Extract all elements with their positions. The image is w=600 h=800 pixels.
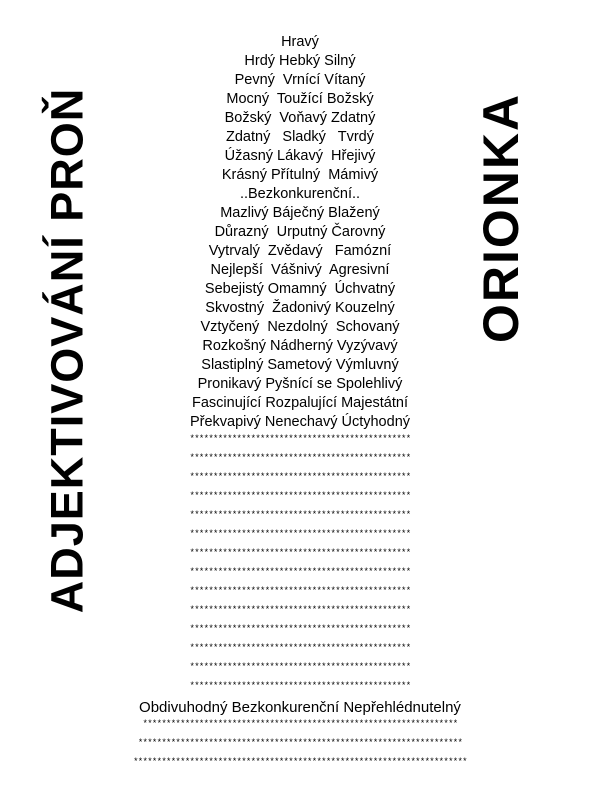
- star-row: ***********************************************: [189, 643, 411, 653]
- left-vertical-title: [41, 30, 93, 670]
- poem-line: Úžasný Lákavý Hřejivý: [224, 148, 376, 164]
- star-row: ***********************************************: [189, 434, 411, 444]
- poem-line: Sebejistý Omamný Úchvatný: [204, 281, 396, 297]
- star-row: ***********************************************: [189, 472, 411, 482]
- star-row: ***********************************************: [189, 491, 411, 501]
- poem-line: Rozkošný Nádherný Vyzývavý: [202, 338, 398, 354]
- poem-line: Pronikavý Pyšnící se Spolehlivý: [197, 376, 403, 392]
- poem-line: Vytrvalý Zvědavý Famózní: [208, 243, 392, 259]
- poem-line: Překvapivý Nenechavý Úctyhodný: [189, 414, 411, 430]
- bottom-star-row: ***********************************************************************: [133, 757, 467, 767]
- adjective-poem: [130, 33, 470, 432]
- star-row: ***********************************************: [189, 586, 411, 596]
- poem-line: Mazlivý Báječný Blažený: [220, 205, 380, 221]
- poem-line: Důrazný Urputný Čarovný: [214, 224, 386, 240]
- poem-line: Hravý: [281, 34, 319, 50]
- bottom-star-rows: [40, 715, 560, 772]
- star-row: ***********************************************: [189, 681, 411, 691]
- poem-line: Fascinující Rozpalující Majestátní: [192, 395, 408, 411]
- star-column: [100, 430, 500, 696]
- right-title-text: ORIONKA: [473, 92, 530, 343]
- poem-line: Hrdý Hebký Silný: [244, 53, 356, 69]
- poem-line: Skvostný Žadonivý Kouzelný: [205, 300, 395, 316]
- star-row: ***********************************************: [189, 510, 411, 520]
- star-row: ***********************************************: [189, 662, 411, 672]
- poem-line: Božský Voňavý Zdatný: [224, 110, 376, 126]
- left-title-text: ADJEKTIVOVÁNÍ PROŇ: [41, 87, 93, 613]
- poem-line: Nejlepší Vášnivý Agresivní: [210, 262, 390, 278]
- footer-adjectives: Obdivuhodný Bezkonkurenční Nepřehlédnutelný: [139, 699, 461, 716]
- poem-line: Vztyčený Nezdolný Schovaný: [200, 319, 400, 335]
- star-row: ***********************************************: [189, 548, 411, 558]
- star-row: ***********************************************: [189, 453, 411, 463]
- star-row: ***********************************************: [189, 567, 411, 577]
- poem-line: Zdatný Sladký Tvrdý: [225, 129, 374, 145]
- star-row: ***********************************************: [189, 605, 411, 615]
- star-row: ***********************************************: [189, 529, 411, 539]
- poem-line: Mocný Toužící Božský: [226, 91, 374, 107]
- bottom-star-row: *******************************************************************: [142, 719, 458, 729]
- poem-line: Krásný Přítulný Mámivý: [221, 167, 379, 183]
- poem-line: ..Bezkonkurenční..: [239, 186, 361, 202]
- right-vertical-title: [474, 70, 528, 365]
- bottom-star-row: *********************************************************************: [137, 738, 463, 748]
- poem-line: Pevný Vrnící Vítaný: [234, 72, 366, 88]
- star-row: ***********************************************: [189, 624, 411, 634]
- poem-line: Slastiplný Sametový Výmluvný: [201, 357, 399, 373]
